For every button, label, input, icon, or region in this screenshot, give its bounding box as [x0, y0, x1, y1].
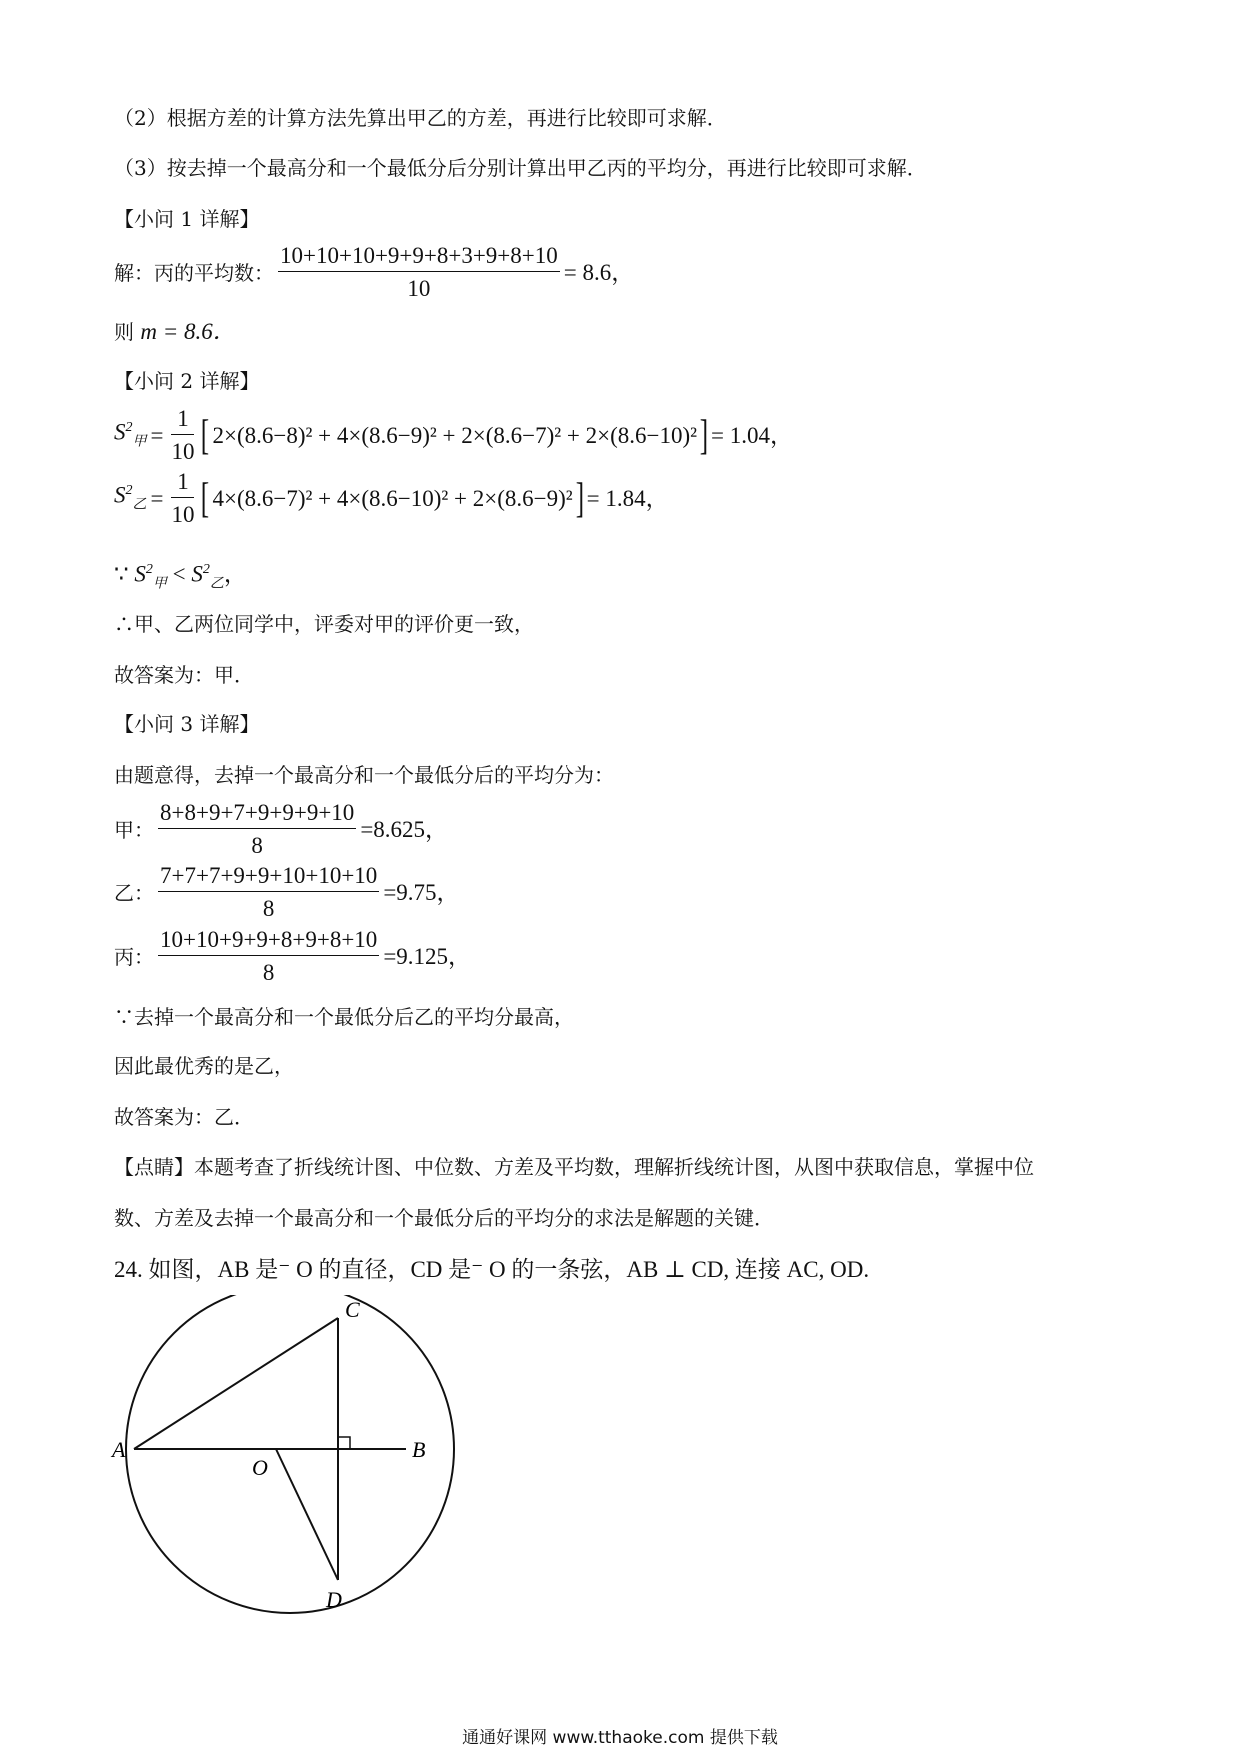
comment-line-1: 【点睛】本题考查了折线统计图、中位数、方差及平均数，理解折线统计图，从图中获取信息，掌握中位: [114, 1155, 1034, 1179]
q2-heading: 【小问 2 详解】: [114, 369, 260, 393]
q2-variance-jia: $S^2_甲$ = $\frac{1}{10}$ [ 2×(8.6−8)² + 4×(8.6−9)² + 2×(8.6−7)² + 2×(8.6−10)² ] = 1.04，: [114, 406, 794, 464]
right-angle-mark: [338, 1437, 350, 1449]
q1-result: = 8.6，: [563, 259, 635, 285]
s-jia-symbol: $S^2_甲$: [114, 420, 147, 450]
q3-jia-num: 8+8+9+7+9+9+9+10: [158, 800, 356, 829]
q3-jia-result: =8.625，: [360, 816, 449, 842]
q2-yi-frac-den: 10: [171, 502, 195, 527]
q3-yi-result: =9.75，: [383, 879, 460, 905]
label-c: C: [345, 1297, 360, 1322]
q1-numerator: 10+10+10+9+9+8+3+9+8+10: [278, 243, 560, 272]
q3-hence: 因此最优秀的是乙，: [114, 1054, 294, 1078]
label-b: B: [412, 1437, 426, 1462]
q2-yi-frac-num: 1: [171, 469, 194, 498]
q3-yi-equation: [114, 863, 460, 922]
s-yi-symbol: $S^2_乙$: [114, 483, 147, 513]
q3-yi-den: 8: [262, 896, 275, 921]
q3-because: ∵去掉一个最高分和一个最低分后乙的平均分最高，: [114, 1005, 574, 1029]
q3-bing-result: =9.125，: [383, 943, 472, 969]
intro-step-2: （2）根据方差的计算方法先算出甲乙的方差，再进行比较即可求解．: [114, 106, 727, 130]
q3-yi-fraction: [158, 863, 379, 922]
cmp-yi-sub: 乙: [209, 576, 224, 592]
q2-jia-body: 2×(8.6−8)² + 4×(8.6−9)² + 2×(8.6−7)² + 2×(8.6−10)²: [212, 422, 698, 448]
q1-heading: 【小问 1 详解】: [114, 207, 260, 231]
circle-geometry-figure: [110, 1295, 490, 1625]
q2-yi-fraction: [171, 469, 194, 528]
segment-od: [276, 1449, 338, 1580]
q2-jia-frac-den: 10: [171, 439, 195, 464]
q3-jia-den: 8: [251, 833, 263, 858]
cmp-comma: ，: [223, 561, 247, 587]
q3-jia-fraction: [158, 800, 356, 859]
q1-m-expr: m = 8.6．: [140, 319, 236, 344]
q1-m-prefix: 则: [114, 320, 141, 344]
cmp-jia-sub: 甲: [152, 576, 167, 592]
label-d: D: [326, 1587, 342, 1612]
label-a: A: [112, 1437, 126, 1462]
q3-bing-equation: [114, 927, 471, 986]
q2-yi-result: = 1.84，: [586, 485, 669, 511]
q3-intro: 由题意得，去掉一个最高分和一个最低分后的平均分为：: [114, 763, 614, 787]
intro-step-3: （3）按去掉一个最高分和一个最低分后分别计算出甲乙丙的平均分，再进行比较即可求解．: [114, 156, 927, 180]
problem-24-statement: 24. 如图，AB 是⁻ O 的直径，CD 是⁻ O 的一条弦，AB ⊥ CD, 连接 AC, OD.: [114, 1257, 870, 1282]
q2-variance-yi: $S^2_乙$ = $\frac{1}{10}$ [ 4×(8.6−7)² + 4×(8.6−10)² + 2×(8.6−9)² ] = 1.84，: [114, 469, 669, 527]
q1-mean-equation: [114, 243, 634, 302]
comment-line-2: 数、方差及去掉一个最高分和一个最低分后的平均分的求法是解题的关键．: [114, 1206, 774, 1230]
q3-yi-label: 乙：: [114, 880, 154, 905]
because-symbol: ∵: [114, 561, 129, 587]
q3-jia-label: 甲：: [114, 817, 154, 842]
circle-o: [126, 1295, 454, 1613]
q3-bing-num: 10+10+9+9+8+9+8+10: [158, 927, 379, 956]
q3-jia-equation: [114, 800, 448, 859]
s-jia-sub: 甲: [132, 434, 147, 450]
label-o: O: [252, 1455, 268, 1480]
q3-yi-num: 7+7+7+9+9+10+10+10: [158, 863, 379, 892]
q3-bing-den: 8: [262, 960, 275, 985]
q2-comparison: ∵ $S^2_甲 < S^2_乙$，: [114, 561, 247, 592]
q2-jia-frac-num: 1: [171, 406, 194, 435]
q2-therefore: ∴甲、乙两位同学中，评委对甲的评价更一致，: [114, 612, 534, 636]
q2-answer: 故答案为：甲．: [114, 663, 254, 687]
q1-m-line: [114, 318, 236, 346]
q2-yi-body: 4×(8.6−7)² + 4×(8.6−10)² + 2×(8.6−9)²: [212, 485, 573, 511]
q2-jia-fraction: [171, 406, 194, 465]
q3-bing-fraction: [158, 927, 379, 986]
q1-prefix: 解：丙的平均数：: [114, 260, 274, 285]
q1-fraction: [278, 243, 560, 302]
s-yi-sub: 乙: [132, 497, 147, 513]
q1-denominator: 10: [407, 276, 431, 301]
segment-ac: [134, 1318, 338, 1449]
q2-jia-result: = 1.04，: [711, 422, 794, 448]
page-footer: 通通好课网 www.tthaoke.com 提供下载: [462, 1728, 778, 1748]
q3-bing-label: 丙：: [114, 944, 154, 969]
less-than-symbol: <: [172, 561, 186, 587]
q3-heading: 【小问 3 详解】: [114, 712, 260, 736]
q3-answer: 故答案为：乙．: [114, 1105, 254, 1129]
